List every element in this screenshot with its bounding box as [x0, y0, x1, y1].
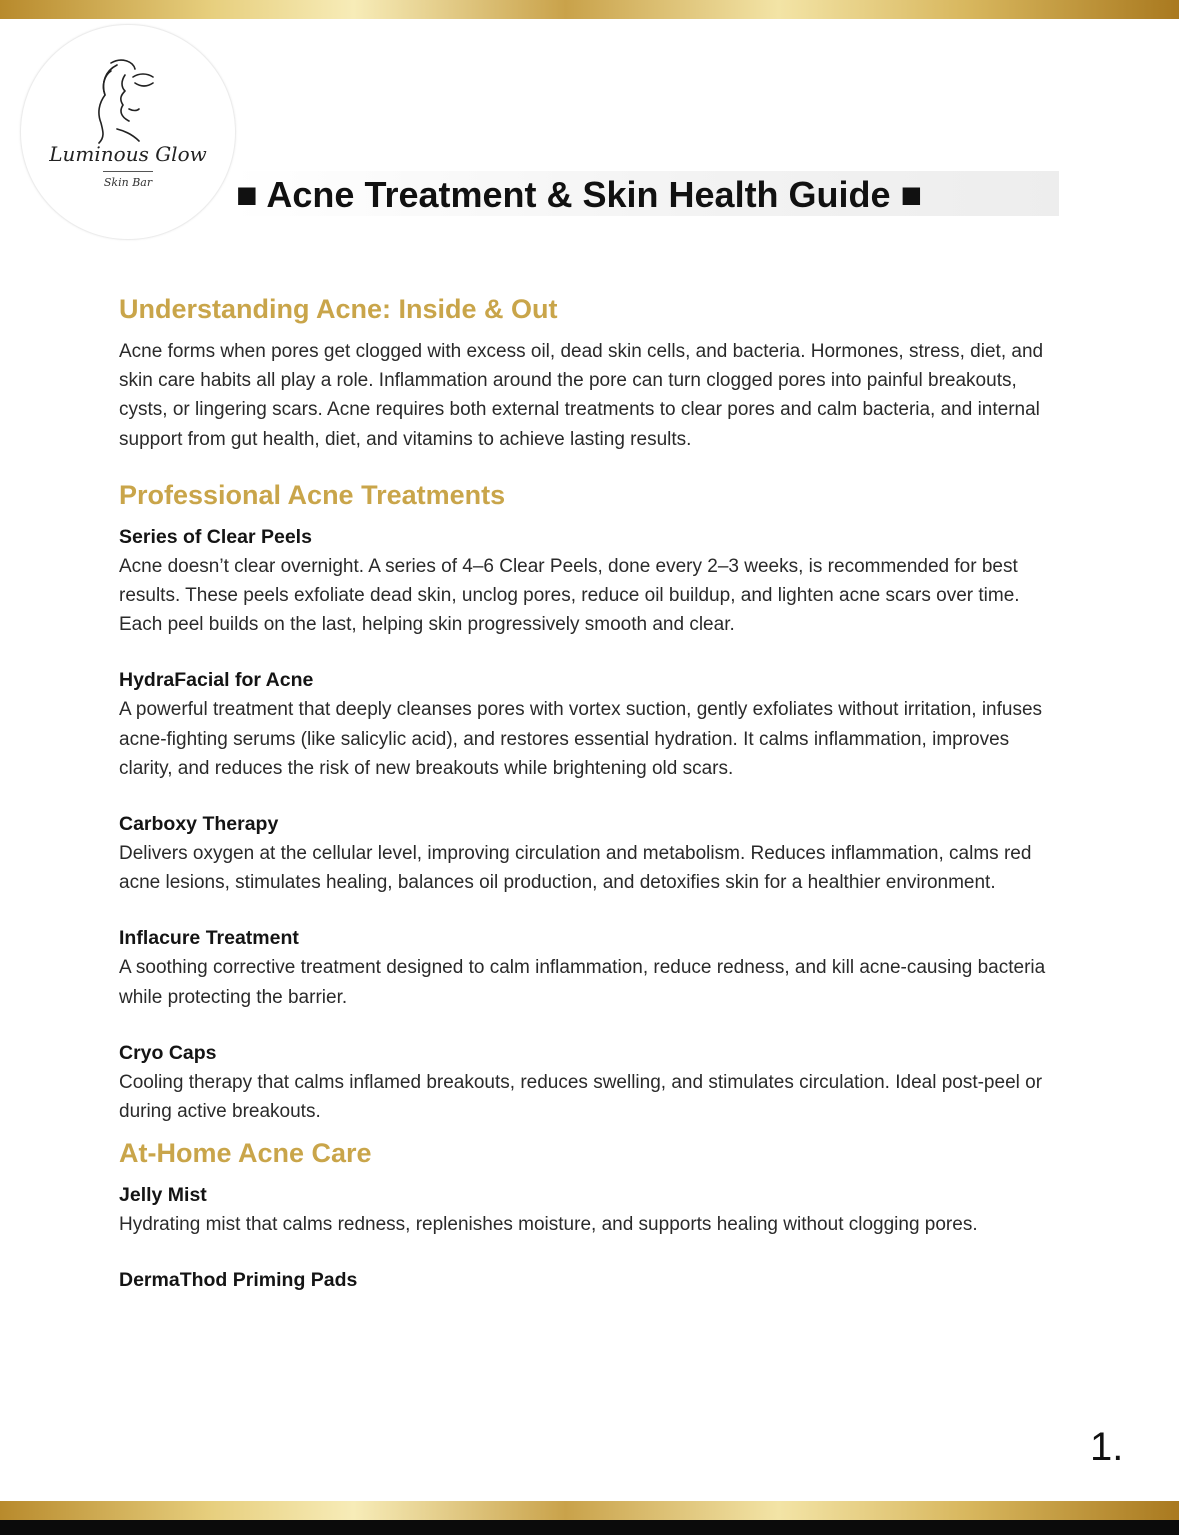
section-heading: At-Home Acne Care — [119, 1138, 372, 1169]
section-professional-treatments — [119, 478, 1064, 1126]
home-care-item — [119, 1266, 1064, 1295]
document-body — [119, 292, 1064, 1295]
treatment-item — [119, 924, 1064, 1011]
product-description: Hydrating mist that calms redness, replenishes moisture, and supports healing without clogging pores. — [119, 1214, 978, 1236]
treatment-title: Cryo Caps — [119, 1041, 217, 1064]
treatment-description: Cooling therapy that calms inflamed breakouts, reduces swelling, and stimulates circulation. Ideal post-peel or during active breakouts. — [119, 1071, 1043, 1123]
brand-logo — [20, 24, 236, 240]
logo-divider — [103, 171, 153, 172]
section-at-home-care — [119, 1136, 1064, 1295]
home-care-item — [119, 1181, 1064, 1239]
face-line-art-icon — [21, 25, 235, 239]
brand-subtitle: Skin Bar — [103, 176, 153, 189]
bottom-gold-border — [0, 1501, 1179, 1520]
section-paragraph: Acne forms when pores get clogged with excess oil, dead skin cells, and bacteria. Hormones, stress, diet, and skin care habits all play a role. Inflammation around the pore can turn clogged pores into painful breakouts, cysts, or lingering scars. Acne requires both external treatments to clear pores and calm bacteria, and internal support from gut health, diet, and vitamins to achieve lasting results. — [119, 341, 1044, 450]
treatment-description: A soothing corrective treatment designed to calm inflammation, reduce redness, and kill acne-causing bacteria while protecting the barrier. — [119, 957, 1046, 1008]
treatment-description: Delivers oxygen at the cellular level, improving circulation and metabolism. Reduces inflammation, calms red acne lesions, stimulates healing, balances oil production, and detoxifies skin for a healthier environment. — [119, 843, 1032, 894]
treatment-description: Acne doesn’t clear overnight. A series of 4–6 Clear Peels, done every 2–3 weeks, is recommended for best results. These peels exfoliate dead skin, unclog pores, reduce oil buildup, and lighten acne scars over time. Each peel builds on the last, helping skin progressively smooth and clear. — [119, 555, 1020, 636]
treatment-title: Series of Clear Peels — [119, 525, 312, 548]
bottom-black-strip — [0, 1520, 1179, 1535]
section-heading: Understanding Acne: Inside & Out — [119, 294, 558, 324]
section-heading: Professional Acne Treatments — [119, 479, 506, 510]
page-title: ■ Acne Treatment & Skin Health Guide ■ — [236, 174, 923, 215]
section-understanding-acne — [119, 292, 1064, 454]
treatment-item — [119, 666, 1064, 783]
treatment-item — [119, 1039, 1064, 1126]
brand-name-script: Luminous Glow — [49, 142, 207, 166]
treatment-description: A powerful treatment that deeply cleanses pores with vortex suction, gently exfoliates without irritation, infuses acne-fighting serums (like salicylic acid), and restores essential hydration. It calms inflammation, improves clarity, and reduces the risk of new breakouts while brightening old scars. — [119, 699, 1043, 779]
treatment-title: Inflacure Treatment — [119, 927, 299, 950]
treatment-title: Carboxy Therapy — [119, 813, 279, 836]
treatment-item — [119, 523, 1064, 640]
treatment-item — [119, 810, 1064, 897]
page-number: 1. — [1090, 1425, 1124, 1469]
product-title: Jelly Mist — [119, 1184, 207, 1207]
product-title: DermaThod Priming Pads — [119, 1269, 358, 1292]
treatment-title: HydraFacial for Acne — [119, 669, 314, 692]
top-gold-border — [0, 0, 1179, 19]
